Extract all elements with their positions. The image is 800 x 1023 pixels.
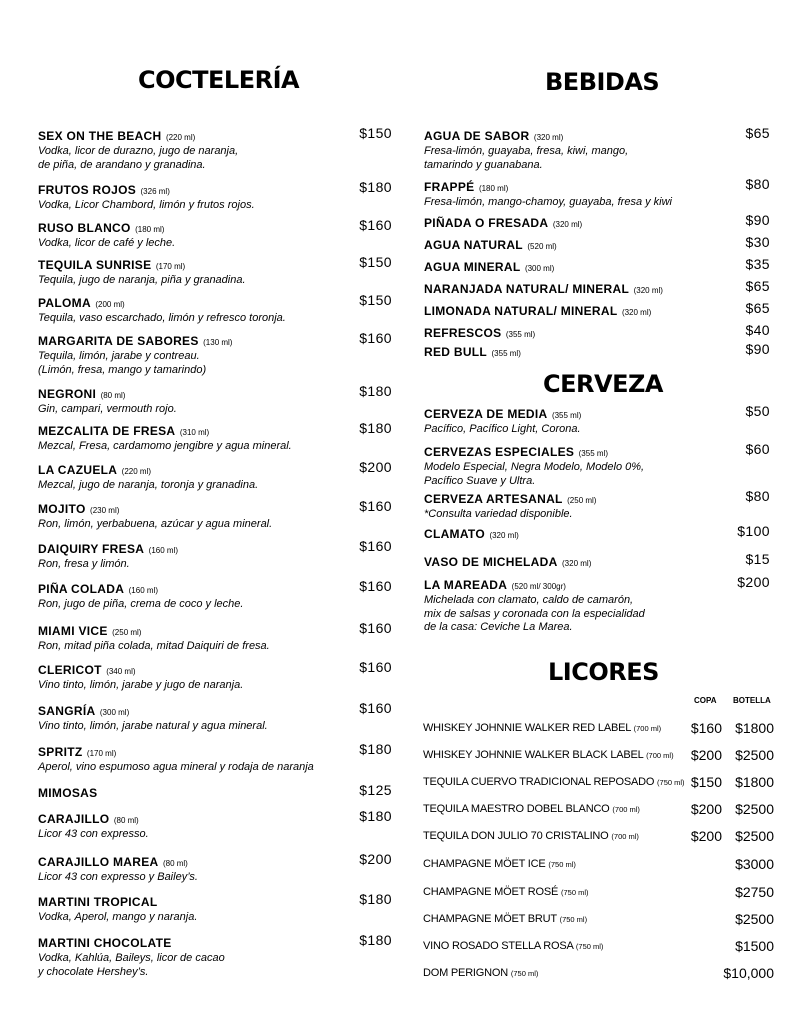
licor-name: WHISKEY JOHNNIE WALKER RED LABEL (423, 722, 631, 734)
menu-item-header (38, 661, 243, 679)
menu-item (38, 294, 286, 326)
licor-copa-price: $200 (690, 801, 722, 817)
menu-item (424, 490, 596, 522)
menu-item-name: MIAMI VICE (38, 624, 108, 638)
menu-item-header (424, 280, 663, 298)
menu-item-header (38, 500, 272, 518)
menu-item (38, 784, 97, 802)
menu-item-name: RUSO BLANCO (38, 221, 131, 235)
licor-name: DOM PERIGNON (423, 967, 508, 979)
menu-item-price: $180 (359, 891, 392, 907)
menu-item-volume: (250 ml) (567, 496, 597, 505)
menu-item-price: $90 (745, 341, 770, 357)
licor-item (423, 776, 685, 788)
menu-item-price: $160 (359, 578, 392, 594)
menu-item-header (424, 258, 554, 276)
menu-item-description: Mezcal, jugo de naranja, toronja y granadina. (38, 479, 259, 491)
menu-item-name: RED BULL (424, 345, 488, 359)
menu-item-header (38, 181, 255, 199)
menu-item-volume: (320 ml) (633, 286, 663, 295)
menu-item-description: Tequila, limón, jarabe y contreau. (38, 350, 200, 362)
menu-item (38, 385, 177, 417)
menu-item-header (38, 853, 198, 871)
menu-item-header (38, 702, 268, 720)
menu-item-header (38, 622, 270, 640)
menu-item (38, 256, 246, 288)
menu-item-name: SEX ON THE BEACH (38, 129, 162, 143)
menu-item-volume: (300 ml) (524, 264, 555, 273)
menu-item-header (424, 343, 521, 361)
menu-item-header (424, 443, 644, 461)
menu-item-header (38, 127, 238, 145)
licor-name: TEQUILA DON JULIO 70 CRISTALINO (423, 830, 609, 842)
menu-item-description: Tequila, jugo de naranja, piña y granadina. (38, 274, 246, 286)
menu-item (424, 443, 644, 488)
menu-item-name: MIMOSAS (38, 786, 98, 800)
menu-item-header (38, 893, 197, 911)
menu-item (424, 324, 535, 342)
licor-botella-price: $2500 (735, 911, 774, 927)
menu-item-price: $160 (359, 217, 392, 233)
menu-item-name: MARTINI CHOCOLATE (38, 936, 172, 950)
licor-item (423, 967, 538, 979)
menu-item-price: $80 (745, 488, 770, 504)
menu-item-price: $65 (745, 300, 770, 316)
menu-item-price: $180 (359, 179, 392, 195)
menu-item-volume: (250 ml) (112, 628, 142, 637)
menu-item-volume: (80 ml) (162, 859, 188, 868)
menu-item-description: Gin, campari, vermouth rojo. (38, 403, 177, 415)
menu-item-price: $15 (745, 551, 770, 567)
menu-item-volume: (160 ml) (128, 586, 158, 595)
menu-item-header (38, 332, 232, 350)
menu-item-price: $90 (745, 212, 770, 228)
menu-item (424, 576, 645, 635)
licor-volume: (700 ml) (633, 724, 662, 733)
menu-item-description: Fresa-limón, guayaba, fresa, kiwi, mango, (424, 145, 629, 157)
licor-item (423, 749, 674, 761)
menu-item-description: Pacífico, Pacífico Light, Corona. (424, 423, 581, 435)
menu-item-header (424, 525, 519, 543)
menu-item-name: PIÑADA O FRESADA (424, 216, 549, 230)
menu-item-name: PALOMA (38, 296, 91, 310)
menu-item-header (424, 553, 591, 571)
menu-item-volume: (320 ml) (562, 559, 592, 568)
menu-item-price: $180 (359, 808, 392, 824)
menu-item-name: CERVEZA ARTESANAL (424, 492, 563, 506)
menu-item-name: SANGRÍA (38, 704, 96, 718)
menu-item-name: LA MAREADA (424, 578, 508, 592)
licor-volume: (700 ml) (611, 832, 639, 841)
licores-heading: LICORES (548, 658, 659, 686)
menu-item-header (424, 405, 581, 423)
menu-item-volume: (220 ml) (121, 467, 152, 476)
menu-item (38, 853, 198, 885)
menu-item-volume: (340 ml) (106, 667, 136, 676)
menu-item (424, 302, 651, 320)
licores-copa-header: COPA (694, 696, 717, 705)
licor-name: WHISKEY JOHNNIE WALKER BLACK LABEL (423, 749, 644, 761)
menu-item-name: AGUA NATURAL (424, 238, 523, 252)
menu-item-description: Vodka, Aperol, mango y naranja. (38, 911, 198, 923)
menu-item-price: $100 (737, 523, 770, 539)
licor-name: CHAMPAGNE MÖET BRUT (423, 913, 557, 925)
menu-item-description: Modelo Especial, Negra Modelo, Modelo 0%, (424, 461, 645, 473)
menu-item-price: $180 (359, 383, 392, 399)
licor-botella-price: $1500 (735, 938, 774, 954)
menu-item-name: MARTINI TROPICAL (38, 895, 158, 909)
licor-item (423, 830, 639, 842)
menu-item (38, 461, 258, 493)
menu-item-header (424, 178, 672, 196)
licor-botella-price: $3000 (735, 856, 774, 872)
menu-item-price: $160 (359, 700, 392, 716)
menu-item-header (38, 540, 178, 558)
menu-item-volume: (310 ml) (179, 428, 210, 437)
menu-item-description: Licor 43 con expresso y Bailey’s. (38, 871, 198, 883)
menu-item-description: Michelada con clamato, caldo de camarón, (424, 594, 634, 606)
menu-item-header (38, 256, 246, 274)
menu-item-volume: (520 ml) (527, 242, 557, 251)
cerveza-heading: CERVEZA (543, 370, 663, 398)
menu-item-description: Fresa-limón, mango-chamoy, guayaba, fresa y kiwi (424, 196, 673, 208)
menu-item (424, 258, 554, 276)
menu-item-header (38, 422, 292, 440)
menu-item-price: $160 (359, 498, 392, 514)
licor-botella-price: $1800 (735, 720, 774, 736)
menu-item-volume: (80 ml) (100, 391, 126, 400)
menu-item (424, 343, 521, 361)
menu-item-price: $150 (359, 125, 392, 141)
menu-item (424, 236, 557, 254)
menu-item-description: Tequila, vaso escarchado, limón y refresco toronja. (38, 312, 286, 324)
menu-item-volume: (520 ml/ 300gr) (511, 582, 566, 591)
menu-item-price: $200 (359, 851, 392, 867)
menu-item (38, 743, 314, 775)
menu-item-header (38, 294, 286, 312)
menu-item-description: Mezcal, Fresa, cardamomo jengibre y agua mineral. (38, 440, 292, 452)
menu-item-name: MOJITO (38, 502, 86, 516)
menu-item-description: Ron, jugo de piña, crema de coco y leche. (38, 598, 244, 610)
menu-item-volume: (355 ml) (551, 411, 582, 420)
menu-item (38, 580, 243, 612)
menu-item (38, 893, 197, 925)
menu-item-description: *Consulta variedad disponible. (424, 508, 573, 520)
menu-item (424, 525, 519, 543)
menu-item-description: Ron, mitad piña colada, mitad Daiquiri de fresa. (38, 640, 270, 652)
menu-item-name: TEQUILA SUNRISE (38, 258, 152, 272)
menu-item-volume: (230 ml) (90, 506, 120, 515)
menu-item-name: MARGARITA DE SABORES (38, 334, 199, 348)
menu-item-description: y chocolate Hershey’s. (38, 965, 149, 978)
menu-item (38, 500, 272, 532)
menu-item (38, 332, 232, 377)
menu-item-price: $200 (359, 459, 392, 475)
menu-item-price: $180 (359, 932, 392, 948)
licor-copa-price: $200 (690, 747, 722, 763)
licor-botella-price: $2500 (735, 747, 774, 763)
licor-volume: (750 ml) (575, 942, 604, 951)
menu-item-name: FRUTOS ROJOS (38, 183, 137, 197)
menu-item-name: DAIQUIRY FRESA (38, 542, 145, 556)
menu-item-price: $50 (745, 403, 770, 419)
menu-item-volume: (300 ml) (99, 708, 130, 717)
menu-item (38, 181, 255, 213)
menu-item-name: CERVEZAS ESPECIALES (424, 445, 575, 459)
menu-item-price: $180 (359, 741, 392, 757)
menu-item-volume: (320 ml) (533, 133, 564, 142)
menu-item-price: $65 (745, 125, 770, 141)
menu-item-volume: (130 ml) (203, 338, 233, 347)
menu-item (38, 661, 243, 693)
menu-item-name: AGUA DE SABOR (424, 129, 530, 143)
menu-item (38, 934, 225, 979)
menu-item-description: Aperol, vino espumoso agua mineral y rodaja de naranja (38, 761, 314, 773)
menu-item-price: $60 (745, 441, 770, 457)
menu-item-volume: (180 ml) (135, 225, 165, 234)
menu-item-header (38, 580, 243, 598)
licor-name: VINO ROSADO STELLA ROSA (423, 940, 574, 952)
menu-item-volume: (320 ml) (552, 220, 583, 229)
menu-item-description: Vodka, licor de durazno, jugo de naranja, (38, 145, 239, 157)
menu-item-price: $160 (359, 538, 392, 554)
menu-item-header (38, 219, 175, 237)
menu-item-volume: (200 ml) (95, 300, 125, 309)
cocteleria-heading: COCTELERÍA (138, 66, 300, 94)
menu-item-name: CERVEZA DE MEDIA (424, 407, 548, 421)
menu-item (38, 622, 270, 654)
licor-volume: (700 ml) (612, 805, 640, 814)
menu-item (424, 553, 591, 571)
menu-item-description: Pacífico Suave y Ultra. (424, 474, 536, 487)
licor-volume: (750 ml) (657, 778, 685, 787)
menu-item-price: $150 (359, 292, 392, 308)
licor-item (423, 940, 603, 952)
menu-item-description: de la casa: Ceviche La Marea. (424, 621, 573, 633)
menu-item-name: MEZCALITA DE FRESA (38, 424, 176, 438)
licor-volume: (750 ml) (561, 888, 589, 897)
menu-item-volume: (320 ml) (621, 308, 652, 317)
licor-volume: (750 ml) (559, 915, 588, 924)
menu-item-name: AGUA MINERAL (424, 260, 521, 274)
menu-item-price: $35 (745, 256, 770, 272)
licor-botella-price: $2500 (735, 801, 774, 817)
menu-item-header (38, 810, 149, 828)
menu-item-price: $125 (359, 782, 392, 798)
licores-botella-header: BOTELLA (733, 696, 771, 705)
bebidas-heading: BEBIDAS (545, 68, 660, 96)
menu-item-header (38, 743, 314, 761)
menu-item-header (424, 236, 557, 254)
menu-item (38, 127, 238, 172)
menu-item-volume: (180 ml) (478, 184, 509, 193)
menu-item-description: de piña, de arandano y granadina. (38, 158, 206, 171)
menu-item-price: $80 (745, 176, 770, 192)
menu-item-description: Vodka, Kahlúa, Baileys, licor de cacao (38, 952, 225, 964)
licor-copa-price: $200 (690, 828, 722, 844)
menu-item (38, 810, 149, 842)
menu-item-price: $180 (359, 420, 392, 436)
menu-item-name: REFRESCOS (424, 326, 502, 340)
licor-copa-price: $160 (690, 720, 722, 736)
menu-item-volume: (326 ml) (140, 187, 170, 196)
menu-item-header (424, 324, 535, 342)
menu-item-volume: (355 ml) (578, 449, 608, 458)
menu-item-price: $200 (737, 574, 770, 590)
licor-volume: (750 ml) (548, 860, 576, 869)
menu-item (424, 280, 663, 298)
menu-item-description: Vodka, Licor Chambord, limón y frutos rojos. (38, 199, 255, 211)
menu-item-volume: (320 ml) (489, 531, 519, 540)
menu-item-description: tamarindo y guanabana. (424, 158, 543, 171)
licor-item (423, 913, 587, 925)
menu-item-price: $65 (745, 278, 770, 294)
licor-item (423, 886, 589, 898)
menu-item-name: CARAJILLO (38, 812, 110, 826)
menu-item-description: Ron, limón, yerbabuena, azúcar y agua mineral. (38, 518, 273, 530)
menu-item-name: NEGRONI (38, 387, 97, 401)
licor-name: TEQUILA MAESTRO DOBEL BLANCO (423, 803, 610, 815)
licor-item (423, 803, 640, 815)
menu-item-name: LA CAZUELA (38, 463, 118, 477)
menu-item (38, 702, 268, 734)
menu-item-header (38, 934, 225, 952)
menu-item (424, 214, 582, 232)
licor-volume: (750 ml) (510, 969, 539, 978)
menu-item-name: PIÑA COLADA (38, 582, 125, 596)
licor-name: CHAMPAGNE MÖET ROSÉ (423, 886, 559, 898)
menu-item-volume: (220 ml) (165, 133, 196, 142)
menu-item-header (424, 302, 651, 320)
licor-item (423, 722, 661, 734)
menu-item-volume: (355 ml) (505, 330, 536, 339)
menu-item-name: CLAMATO (424, 527, 485, 541)
menu-item-price: $160 (359, 659, 392, 675)
menu-item (38, 540, 178, 572)
menu-item-name: LIMONADA NATURAL/ MINERAL (424, 304, 618, 318)
menu-item-description: Vodka, licor de café y leche. (38, 237, 176, 249)
menu-item-name: CLERICOT (38, 663, 102, 677)
menu-item-description: (Limón, fresa, mango y tamarindo) (38, 363, 207, 376)
menu-item-volume: (170 ml) (86, 749, 117, 758)
licor-item (423, 858, 576, 870)
menu-item-price: $30 (745, 234, 770, 250)
licor-copa-price: $150 (690, 774, 722, 790)
menu-item-description: Vino tinto, limón, jarabe natural y agua mineral. (38, 720, 268, 732)
menu-item-header (424, 490, 596, 508)
menu-item-volume: (80 ml) (113, 816, 139, 825)
menu-item-header (38, 461, 258, 479)
menu-item (424, 178, 672, 210)
menu-item-price: $150 (359, 254, 392, 270)
menu-item (38, 422, 292, 454)
menu-item-price: $160 (359, 330, 392, 346)
menu-item-name: VASO DE MICHELADA (424, 555, 558, 569)
licor-volume: (700 ml) (646, 751, 674, 760)
menu-item-volume: (355 ml) (491, 349, 521, 358)
menu-item-price: $160 (359, 620, 392, 636)
menu-item (424, 127, 628, 172)
menu-item-volume: (170 ml) (155, 262, 186, 271)
menu-item-header (38, 385, 177, 403)
menu-item-header (424, 214, 582, 232)
licor-botella-price: $2500 (735, 828, 774, 844)
menu-item-name: FRAPPÉ (424, 180, 475, 194)
licor-name: TEQUILA CUERVO TRADICIONAL REPOSADO (423, 776, 655, 788)
licor-botella-price: $2750 (735, 884, 774, 900)
menu-item-price: $40 (745, 322, 770, 338)
menu-item-name: NARANJADA NATURAL/ MINERAL (424, 282, 630, 296)
licor-name: CHAMPAGNE MÖET ICE (423, 858, 546, 870)
menu-item-header (424, 576, 645, 594)
menu-item-volume: (160 ml) (148, 546, 179, 555)
menu-item-description: mix de salsas y coronada con la especialidad (424, 607, 645, 620)
menu-item (38, 219, 175, 251)
menu-item-header (424, 127, 628, 145)
menu-item (424, 405, 581, 437)
menu-item-header (38, 784, 97, 802)
menu-item-description: Vino tinto, limón, jarabe y jugo de naranja. (38, 679, 244, 691)
licor-botella-price: $1800 (735, 774, 774, 790)
menu-item-description: Licor 43 con expresso. (38, 828, 149, 840)
licor-botella-price: $10,000 (723, 965, 774, 981)
menu-item-description: Ron, fresa y limón. (38, 558, 130, 570)
menu-item-name: SPRITZ (38, 745, 83, 759)
menu-item-name: CARAJILLO MAREA (38, 855, 159, 869)
